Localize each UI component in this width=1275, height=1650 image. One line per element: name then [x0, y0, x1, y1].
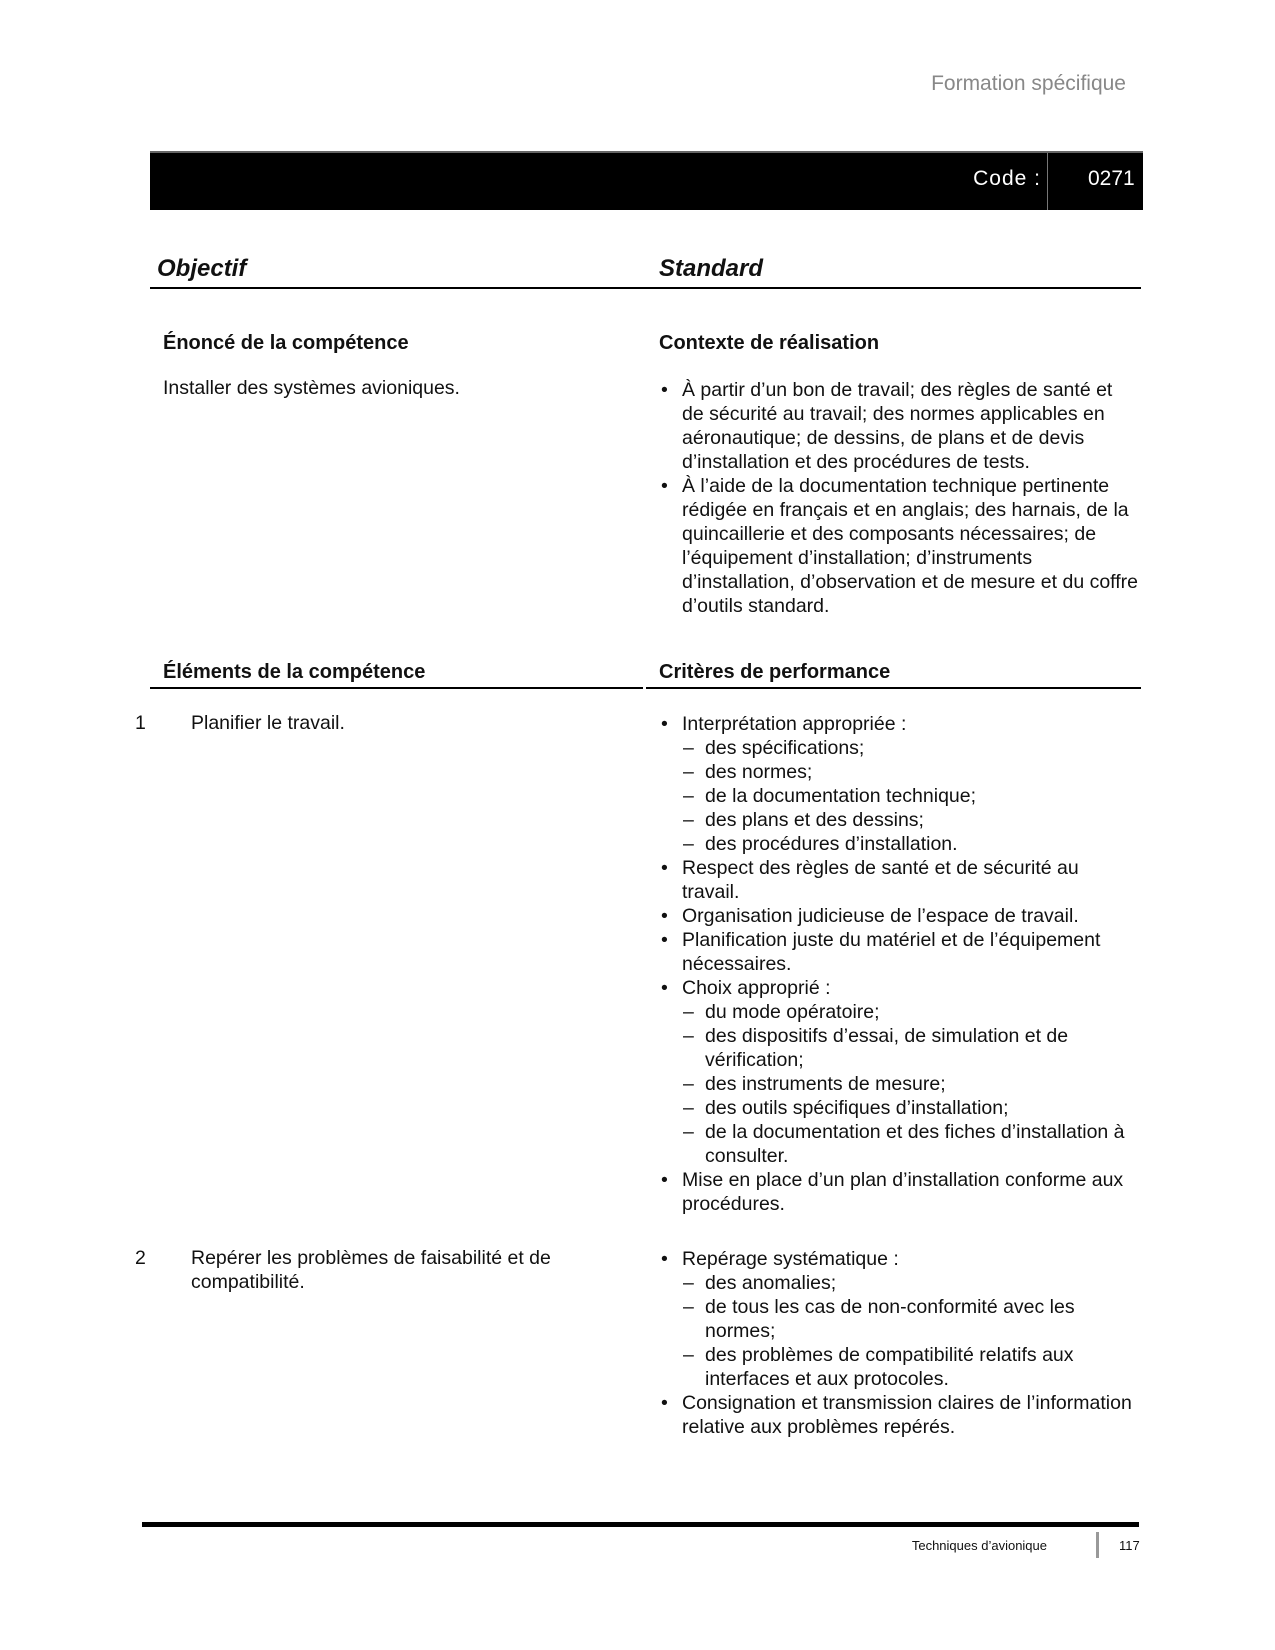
contexte-heading: Contexte de réalisation [659, 332, 880, 354]
criteres-heading: Critères de performance [659, 661, 891, 683]
code-value: 0271 [1088, 167, 1135, 190]
criterion-item: • Mise en place d’un plan d’installation conforme aux procédures. [659, 1168, 1139, 1216]
column-heading-standard: Standard [659, 255, 764, 282]
enonce-heading: Énoncé de la compétence [163, 332, 409, 354]
criterion-item: • Interprétation appropriée : [659, 712, 1139, 736]
element-2: 2 Repérer les problèmes de faisabilité et de compatibilité. [135, 1247, 551, 1293]
column-heading-objectif: Objectif [157, 255, 247, 282]
criterion-subitem: – de la documentation et des fiches d’installation à consulter. [659, 1120, 1139, 1168]
enonce-text: Installer des systèmes avioniques. [163, 377, 460, 399]
criteres-list-2 [659, 1247, 1139, 1439]
criterion-subitem: – des outils spécifiques d’installation; [659, 1096, 1139, 1120]
criterion-subitem: – des instruments de mesure; [659, 1072, 1139, 1096]
elements-heading: Éléments de la compétence [163, 661, 426, 683]
page-number: 117 [1119, 1538, 1140, 1553]
footer-title: Techniques d’avionique [911, 1538, 1047, 1553]
list-item: • À partir d’un bon de travail; des règles de santé et de sécurité au travail; des normes applicables en aéronautique; de dessins, de plans et de devis d’installation et des procédures de tests. [659, 378, 1139, 474]
criterion-subitem: – de la documentation technique; [659, 784, 1139, 808]
criteres-list-1 [659, 712, 1139, 1216]
criterion-subitem: – des anomalies; [659, 1271, 1139, 1295]
footer-rule [142, 1522, 1139, 1527]
code-bar [150, 151, 1143, 210]
criterion-subitem: – des normes; [659, 760, 1139, 784]
elements-rule [150, 687, 643, 689]
criterion-item: • Consignation et transmission claires de l’information relative aux problèmes repérés. [659, 1391, 1139, 1439]
list-item: • À l’aide de la documentation technique pertinente rédigée en français et en anglais; des harnais, de la quincaillerie et des composants nécessaires; de l’équipement d’installation; d’instruments d’installation, d’observation et de mesure et du coffre d’outils standard. [659, 474, 1139, 618]
criterion-subitem: – des procédures d’installation. [659, 832, 1139, 856]
code-divider [1047, 153, 1048, 210]
criterion-subitem: – des dispositifs d’essai, de simulation et de vérification; [659, 1024, 1139, 1072]
contexte-list [659, 378, 1139, 618]
criterion-subitem: – des problèmes de compatibilité relatifs aux interfaces et aux protocoles. [659, 1343, 1139, 1391]
criterion-subitem: – de tous les cas de non-conformité avec les normes; [659, 1295, 1139, 1343]
criterion-subitem: – des plans et des dessins; [659, 808, 1139, 832]
criterion-item: • Organisation judicieuse de l’espace de travail. [659, 904, 1139, 928]
code-label: Code : [973, 167, 1041, 190]
criterion-item: • Repérage systématique : [659, 1247, 1139, 1271]
running-header: Formation spécifique [931, 72, 1126, 95]
criterion-item: • Planification juste du matériel et de l’équipement nécessaires. [659, 928, 1139, 976]
heading-rule [150, 287, 1141, 289]
criteres-rule [646, 687, 1141, 689]
criterion-subitem: – du mode opératoire; [659, 1000, 1139, 1024]
footer-divider [1096, 1532, 1099, 1558]
criterion-item: • Respect des règles de santé et de sécurité au travail. [659, 856, 1139, 904]
element-1: 1 Planifier le travail. [135, 712, 345, 734]
criterion-subitem: – des spécifications; [659, 736, 1139, 760]
criterion-item: • Choix approprié : [659, 976, 1139, 1000]
